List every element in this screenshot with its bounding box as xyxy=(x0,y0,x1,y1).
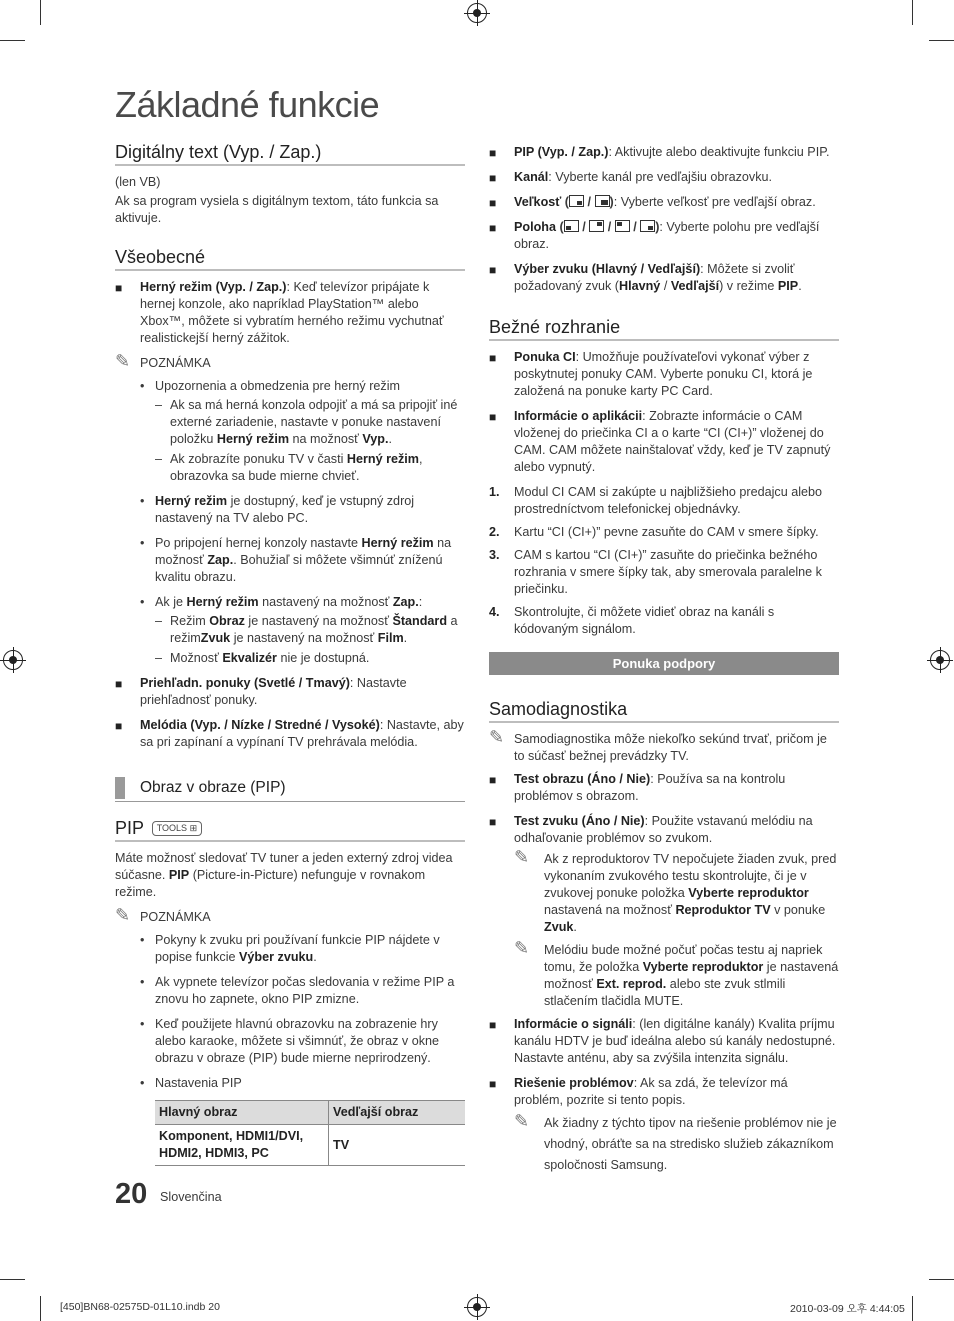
pencil-note-icon: ✎ xyxy=(115,351,131,371)
heading-general: Všeobecné xyxy=(115,249,465,271)
crop-mark xyxy=(40,1296,41,1321)
crop-mark xyxy=(40,0,41,25)
square-bullet-icon: ■ xyxy=(489,263,497,277)
list-item: – Možnosť Ekvalizér nie je dostupná. xyxy=(155,651,370,665)
list-item: ■ Veľkosť ( / ): Vyberte veľkosť pre vedľajší obraz. xyxy=(489,195,816,210)
registration-mark-icon xyxy=(930,650,950,670)
note: ✎ POZNÁMKA xyxy=(115,905,211,925)
table-row xyxy=(155,1125,465,1166)
size-small-icon xyxy=(569,195,584,207)
heading-digital-text: Digitálny text (Vyp. / Zap.) xyxy=(115,144,465,166)
list-item xyxy=(115,279,465,347)
list-item: ■ Informácie o signáli: (len digitálne kanály) Kvalita príjmu kanálu HDTV je buď ideálna alebo sú kanály nedostupné. Nastavte anténu, aby sa zvýšila intenzita signálu. xyxy=(489,1017,836,1065)
list-item: ■ Výber zvuku (Hlavný / Vedľajší): Môžete si zvoliť požadovaný zvuk (Hlavný / Vedľajší) v režime PIP. xyxy=(489,262,802,293)
position-bottom-right-icon xyxy=(640,220,655,232)
table-cell: Komponent, HDMI1/DVI, HDMI2, HDMI3, PC xyxy=(155,1125,329,1166)
list-item: • Keď použijete hlavnú obrazovku na zobrazenie hry alebo karaoke, môžete si všimnúť, že obraz v okne obrazu v obraze (PIP) bude mierne neprirodzený. xyxy=(140,1017,440,1065)
pip-settings-table xyxy=(155,1100,465,1166)
square-bullet-icon: ■ xyxy=(489,1077,497,1091)
list-item: ■ Melódia (Vyp. / Nízke / Stredné / Vysoké): Nastavte, aby sa pri zapínaní a vypínaní TV prehrávala melódia. xyxy=(115,718,464,749)
square-bullet-icon: ■ xyxy=(115,677,123,691)
tools-badge: TOOLS ⊞ xyxy=(152,821,202,836)
position-bottom-left-icon xyxy=(564,220,579,232)
section-bar xyxy=(115,777,125,799)
note: ✎ Ak žiadny z týchto tipov na riešenie problémov nie je vhodný, obráťte sa na stredisko služieb zákazníkom spoločnosti Samsung. xyxy=(514,1111,837,1172)
list-item: 2. Kartu “CI (CI+)” pevne zasuňte do CAM v smere šípky. xyxy=(489,525,819,539)
crop-mark xyxy=(929,1279,954,1280)
registration-mark-icon xyxy=(3,650,23,670)
note: ✎ Ak z reproduktorov TV nepočujete žiaden zvuk, pred vykonaním zvukového testu skontrolujte, či je v zvukovej ponuke položka Vyberte reproduktor nastavená na možnosť Reproduktor TV v ponuke Zvuk. xyxy=(514,847,837,934)
position-top-left-icon xyxy=(615,220,630,232)
digital-text-note: (len VB) xyxy=(115,175,161,189)
crop-mark xyxy=(0,1279,25,1280)
pencil-note-icon: ✎ xyxy=(489,727,505,747)
list-item: 3. CAM s kartou “CI (CI+)” zasuňte do priečinka bežného rozhrania v smere šípky tak, aby smerovala paralelne k priečinku. xyxy=(489,548,822,596)
square-bullet-icon: ■ xyxy=(489,815,497,829)
list-item: ■ Test obrazu (Áno / Nie): Používa sa na kontrolu problémov s obrazom. xyxy=(489,772,786,803)
digital-text-body: Ak sa program vysiela s digitálnym textom, táto funkcia sa aktivuje. xyxy=(115,194,439,225)
square-bullet-icon: ■ xyxy=(115,281,123,295)
list-item: ■ Informácie o aplikácii: Zobrazte informácie o CAM vloženej do priečinka CI a o karte “CI (CI+)” vloženej do CAM. CAM môžete nainštalovať vždy, keď je TV zapnutý alebo vypnutý. xyxy=(489,409,831,474)
list-item: • Herný režim je dostupný, keď je vstupný zdroj nastavený na TV alebo PC. xyxy=(140,494,415,525)
square-bullet-icon: ■ xyxy=(489,196,497,210)
note-label: POZNÁMKA xyxy=(140,356,211,370)
list-item: • Pokyny k zvuku pri používaní funkcie PIP nájdete v popise funkcie Výber zvuku. xyxy=(140,933,440,964)
table-header-row xyxy=(155,1101,465,1125)
square-bullet-icon: ■ xyxy=(489,146,497,160)
list-item: • Nastavenia PIP xyxy=(140,1076,242,1090)
square-bullet-icon: ■ xyxy=(489,410,497,424)
table-cell: TV xyxy=(329,1125,466,1166)
pencil-note-icon: ✎ xyxy=(514,847,530,867)
list-item: ■ PIP (Vyp. / Zap.): Aktivujte alebo deaktivujte funkciu PIP. xyxy=(489,145,830,160)
crop-mark xyxy=(912,1296,913,1321)
list-item: • Ak vypnete televízor počas sledovania v režime PIP a znovu ho zapnete, okno PIP zmizne. xyxy=(140,975,455,1006)
pencil-note-icon: ✎ xyxy=(514,1111,530,1131)
table-header: Hlavný obraz xyxy=(155,1101,329,1125)
crop-mark xyxy=(929,40,954,41)
list-item: 4. Skontrolujte, či môžete vidieť obraz na kanáli s kódovaným signálom. xyxy=(489,605,775,636)
note: ✎ Samodiagnostika môže niekoľko sekúnd trvať, pričom je to súčasť bežnej prevádzky TV. xyxy=(489,727,827,763)
square-bullet-icon: ■ xyxy=(489,171,497,185)
list-item: • Upozornenia a obmedzenia pre herný režim xyxy=(140,379,401,393)
square-bullet-icon: ■ xyxy=(489,221,497,235)
registration-mark-icon xyxy=(467,1297,487,1317)
list-item: ■ Test zvuku (Áno / Nie): Použite vstavanú melódiu na odhaľovanie problémov so zvukom. ✎ Ak z reproduktorov TV nepočujete žiaden zvuk, pred vykonaním zvukového testu skontrolujte, či je v zvukovej ponuke položka Vyberte reproduktor nastavená na možnosť Reproduktor TV v ponuke Zvuk. ✎ Melódiu bude možné počuť počas testu aj napriek tomu, že položka Vyberte reproduktor je nastavená možnosť Ext. reprod. alebo ste zvuk stlmili stlačením tlačidla MUTE. xyxy=(489,814,839,1008)
crop-mark xyxy=(912,0,913,25)
size-large-icon xyxy=(595,195,610,207)
footer-file-info: [450]BN68-02575D-01L10.indb 20 xyxy=(60,1301,220,1313)
list-item: ■ Priehľadn. ponuky (Svetlé / Tmavý): Nastavte priehľadnosť ponuky. xyxy=(115,676,407,707)
list-item: 1. Modul CI CAM si zakúpte u najbližšieho predajcu alebo prostredníctvom telefonickej objednávky. xyxy=(489,485,823,516)
heading-pip: PIP TOOLS ⊞ xyxy=(115,820,465,842)
heading-common-interface: Bežné rozhranie xyxy=(489,319,839,341)
list-item: ■ Poloha ( / / / ): Vyberte polohu pre vedľajší obraz. xyxy=(489,220,820,251)
tools-icon: ⊞ xyxy=(189,823,198,833)
square-bullet-icon: ■ xyxy=(489,773,497,787)
square-bullet-icon: ■ xyxy=(115,719,123,733)
list-item: ■ Kanál: Vyberte kanál pre vedľajšiu obrazovku. xyxy=(489,170,773,185)
square-bullet-icon: ■ xyxy=(489,351,497,365)
square-bullet-icon: ■ xyxy=(489,1018,497,1032)
pencil-note-icon: ✎ xyxy=(514,938,530,958)
crop-mark xyxy=(0,40,25,41)
footer-date: 2010-03-09 오후 4:44:05 xyxy=(790,1303,905,1315)
item-text: Upozornenia a obmedzenia pre herný režim xyxy=(155,379,401,393)
table-header: Vedľajší obraz xyxy=(329,1101,466,1125)
heading-self-diagnosis: Samodiagnostika xyxy=(489,701,839,723)
registration-mark-icon xyxy=(467,3,487,23)
list-item: ■ Riešenie problémov: Ak sa zdá, že televízor má problém, pozrite si tento popis. ✎ Ak žiadny z týchto tipov na riešenie problémov nie je vhodný, obráťte sa na stredisko služieb zákazníkom spoločnosti Samsung. xyxy=(489,1075,839,1176)
note xyxy=(115,351,465,372)
page-title: Základné funkcie xyxy=(115,84,380,125)
subsection-pip-heading: Obraz v obraze (PIP) xyxy=(115,777,465,802)
list-item: – Ak sa má herná konzola odpojiť a má sa pripojiť iné externé zariadenie, nastavte v ponuke nastavení položku Herný režim na možnosť Vyp.. xyxy=(155,398,458,446)
pencil-note-icon: ✎ xyxy=(115,905,131,925)
page-number: 20 xyxy=(115,1178,148,1210)
item-text: : Keď televízor pripájate k hernej konzole, ako napríklad PlayStation™ alebo Xbox™, môžete si vybratím herného režimu vychutnať realistickejší herný zážitok. xyxy=(140,280,444,345)
list-item: • Ak je Herný režim nastavený na možnosť Zap.: xyxy=(140,595,423,609)
note: ✎ Melódiu bude možné počuť počas testu aj napriek tomu, že položka Vyberte reproduktor je nastavená možnosť Ext. reprod. alebo ste zvuk stlmili stlačením tlačidla MUTE. xyxy=(514,938,839,1008)
page-language: Slovenčina xyxy=(160,1190,222,1204)
right-column xyxy=(489,144,839,1184)
list-item: – Režim Obraz je nastavený na možnosť Štandard a režimZvuk je nastavený na možnosť Film. xyxy=(155,614,458,645)
position-top-right-icon xyxy=(589,220,604,232)
list-item: – Ak zobrazíte ponuku TV v časti Herný režim, obrazovka sa bude mierne chvieť. xyxy=(155,452,423,483)
support-menu-bar: Ponuka podpory xyxy=(489,652,839,675)
pip-intro: Máte možnosť sledovať TV tuner a jeden externý zdroj videa súčasne. PIP (Picture-in-Picture) nefunguje v rovnakom režime. xyxy=(115,851,453,899)
list-item: • Po pripojení hernej konzoly nastavte Herný režim na možnosť Zap.. Bohužiaľ si môžete všimnúť zníženú kvalitu obrazu. xyxy=(140,536,452,584)
list-item: ■ Ponuka CI: Umožňuje používateľovi vykonať výber z poskytnutej ponuky CAM. Vyberte ponuku CI, ktorá je založená na ponuke karty PC Card. xyxy=(489,350,813,398)
item-label: Herný režim (Vyp. / Zap.) xyxy=(140,280,287,294)
left-column xyxy=(115,144,465,1166)
